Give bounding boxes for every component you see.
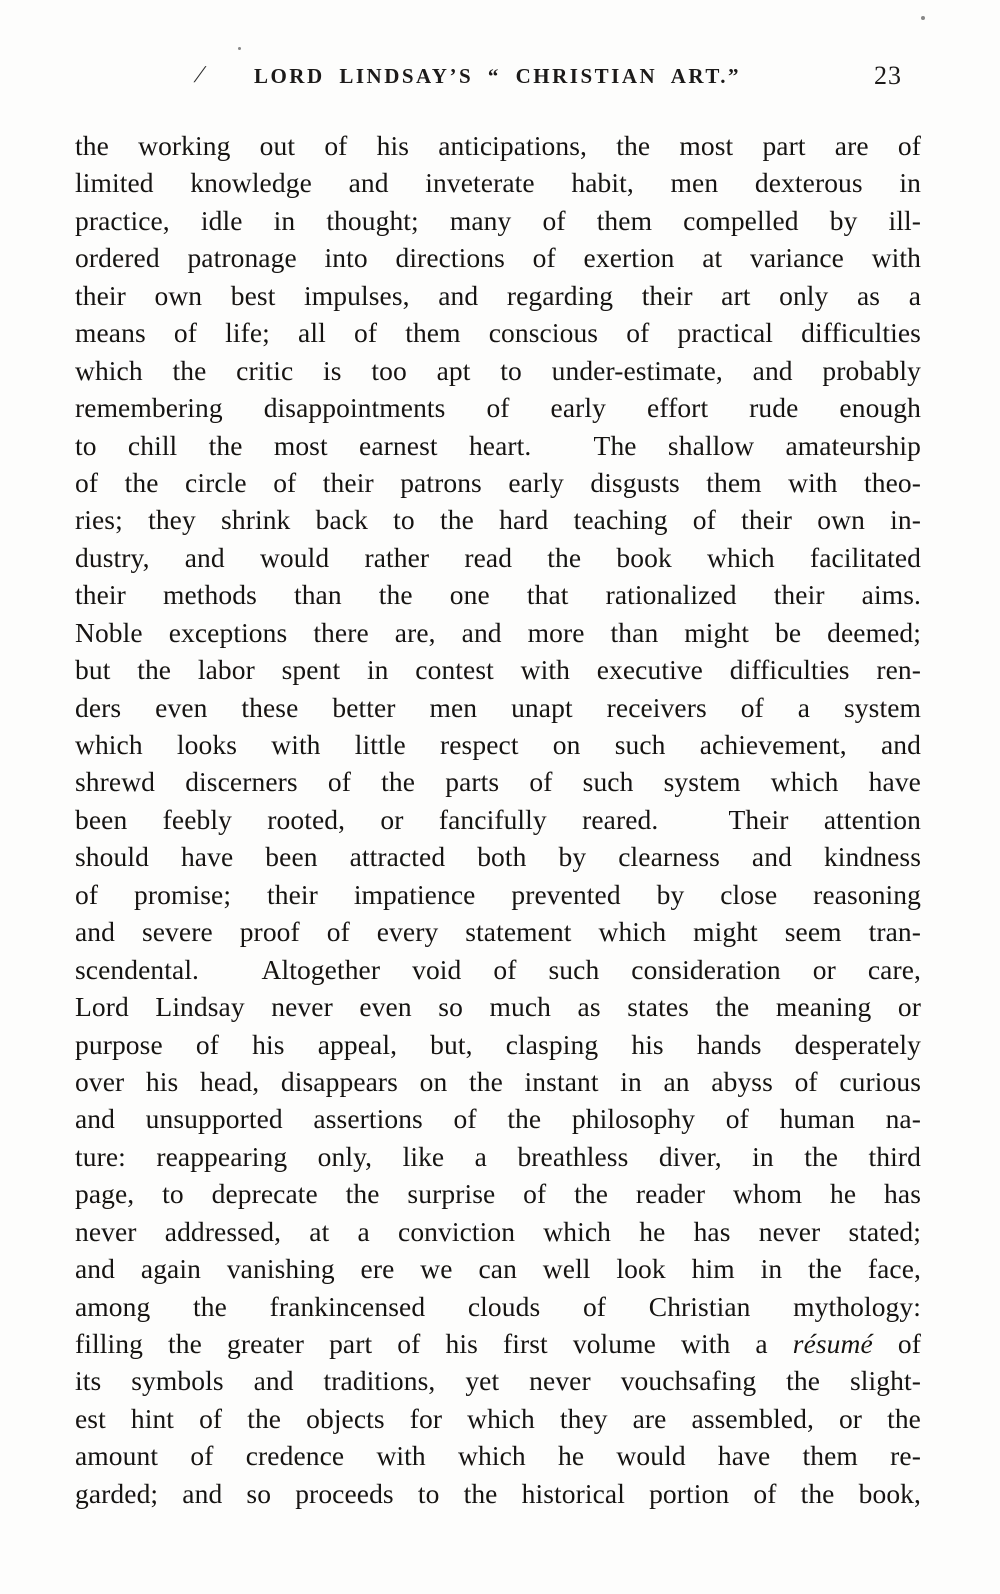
page-header [75,61,920,90]
pen-mark-artifact: / [193,62,206,88]
text-line: which looks with little respect on such achievement, and [75,729,921,760]
line-fragment: filling the greater part of his first volume with a [75,1328,793,1359]
text-line: its symbols and traditions, yet never vouchsafing the slight- [75,1365,921,1397]
line-fragment: of [872,1328,921,1359]
text-line: shrewd discerners of the parts of such system which have [75,766,921,798]
text-line: the working out of his anticipations, the most part are of [75,130,921,161]
italic-term: résumé [792,1328,873,1359]
text-line [75,1325,921,1362]
text-line: which the critic is too apt to under-estimate, and probably [75,354,921,386]
text-line: never addressed, at a conviction which he has never stated; [75,1215,921,1247]
text-line: Noble exceptions there are, and more than might be deemed; [75,616,921,648]
text-line: of the circle of their patrons early disgusts them with theo- [75,466,921,498]
text-line: should have been attracted both by clearness and kindness [75,841,921,873]
scan-speck [921,16,925,20]
text-line: scendental. Altogether void of such consideration or care, [75,953,921,985]
text-line: among the frankincensed clouds of Christian mythology: [75,1290,921,1322]
text-line: and again vanishing ere we can well look him in the face, [75,1253,921,1285]
text-line: remembering disappointments of early effort rude enough [75,392,921,424]
text-line: means of life; all of them conscious of practical difficulties [75,317,921,349]
text-line: ders even these better men unapt receivers of a system [75,691,921,723]
text-line: been feebly rooted, or fancifully reared. Their attention [75,803,921,835]
page-number: 23 [874,61,902,90]
text-line: over his head, disappears on the instant in an abyss of curious [75,1065,921,1097]
body-text [75,127,921,1512]
text-line: and severe proof of every statement which might seem tran- [75,916,921,948]
text-line: ture: reappearing only, like a breathless diver, in the third [75,1140,921,1172]
scan-speck [238,47,241,50]
text-line: Lord Lindsay never even so much as states the meaning or [75,991,921,1023]
text-line: garded; and so proceeds to the historical portion of the book, [75,1477,921,1509]
text-line: purpose of his appeal, but, clasping his hands desperately [75,1028,921,1060]
text-line: practice, idle in thought; many of them compelled by ill- [75,204,921,236]
text-line: ordered patronage into directions of exertion at variance with [75,242,921,274]
text-line: of promise; their impatience prevented by close reasoning [75,878,921,910]
text-line: to chill the most earnest heart. The shallow amateurship [75,429,921,461]
text-line: amount of credence with which he would have them re- [75,1440,921,1472]
text-line: and unsupported assertions of the philosophy of human na- [75,1103,921,1135]
running-title: LORD LINDSAY’S “ CHRISTIAN ART.” [253,64,742,88]
text-line: dustry, and would rather read the book which facilitated [75,541,921,573]
text-line: but the labor spent in contest with executive difficulties ren- [75,654,921,686]
text-line: ries; they shrink back to the hard teaching of their own in- [75,504,921,536]
text-line: page, to deprecate the surprise of the reader whom he has [75,1178,921,1210]
text-line: their methods than the one that rationalized their aims. [75,579,921,611]
text-line: limited knowledge and inveterate habit, men dexterous in [75,167,921,199]
text-line: their own best impulses, and regarding their art only as a [75,279,921,311]
text-line: est hint of the objects for which they are assembled, or the [75,1402,921,1434]
